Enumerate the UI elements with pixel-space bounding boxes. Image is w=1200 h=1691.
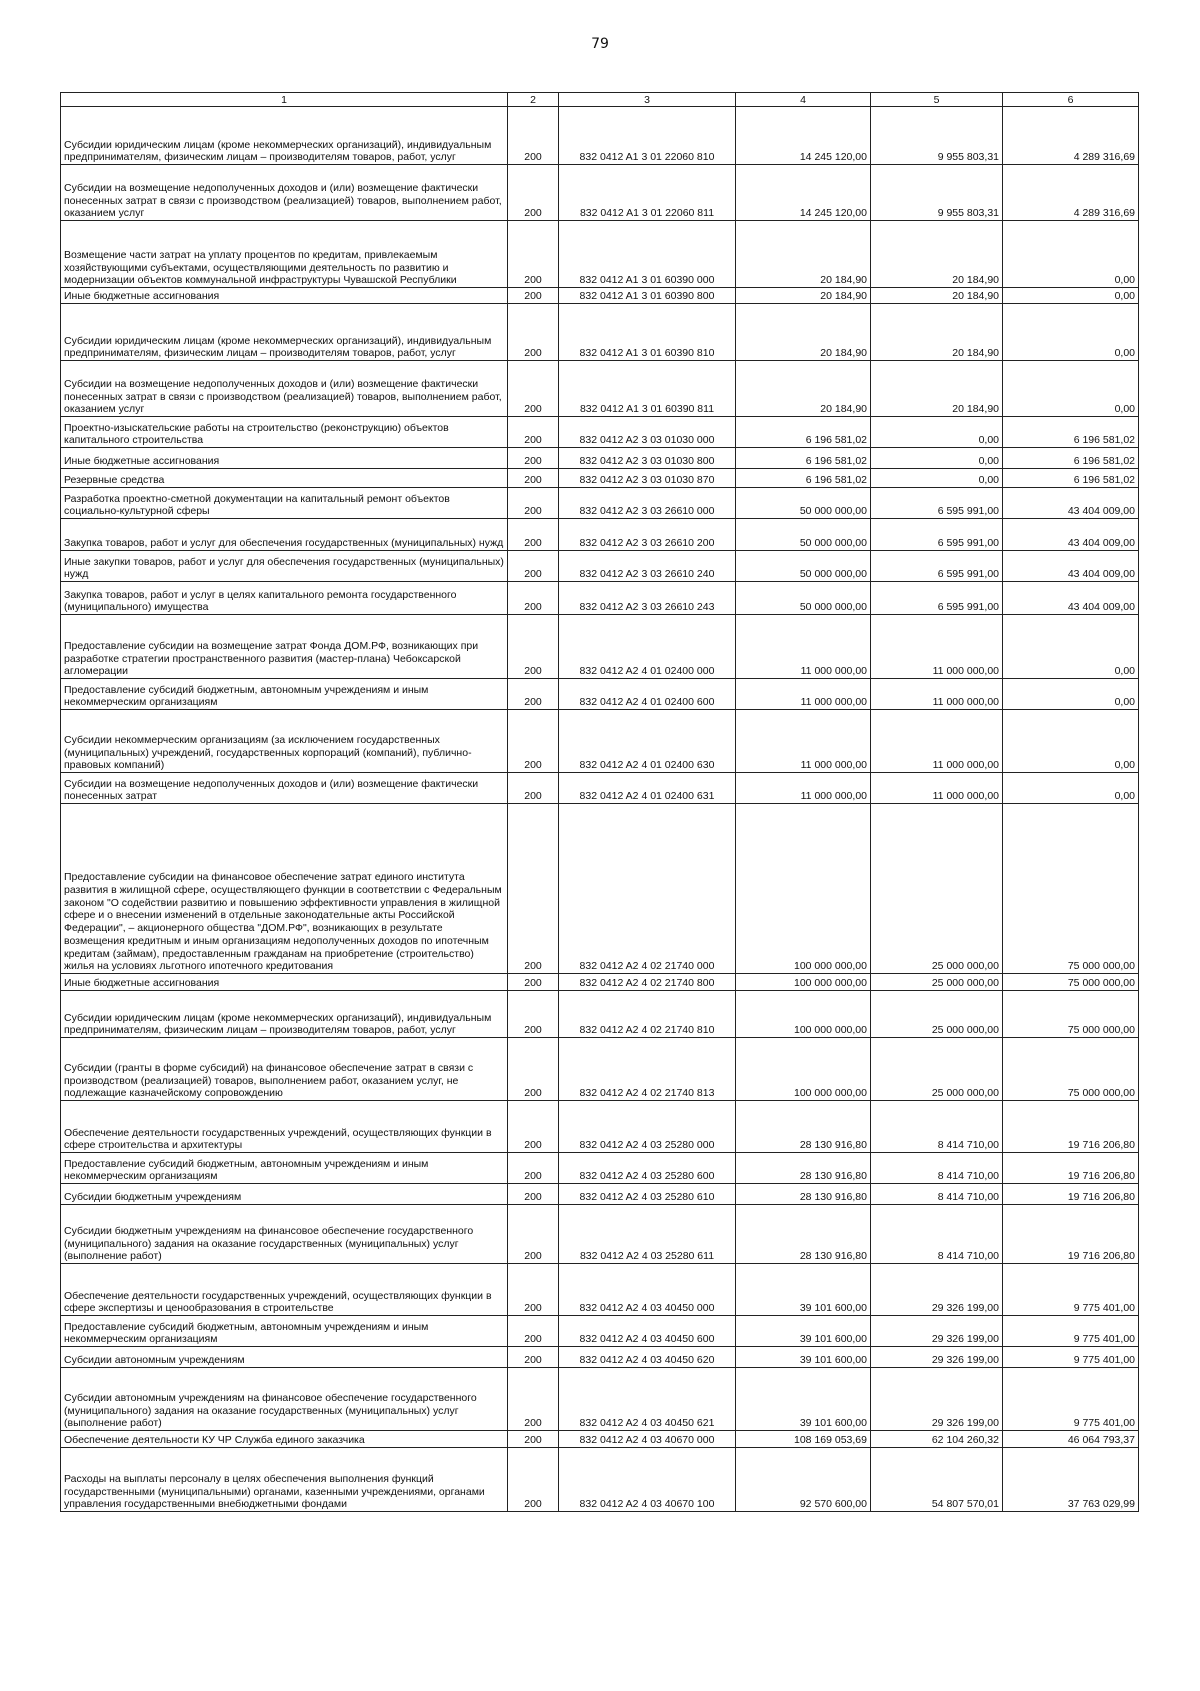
row-remaining: 19 716 206,80	[1003, 1184, 1139, 1205]
table-row	[61, 615, 1139, 679]
row-kbk: 832 0412 A1 3 01 60390 811	[559, 361, 736, 417]
row-assigned: 6 196 581,02	[736, 417, 871, 448]
row-name: Закупка товаров, работ и услуг для обеспечения государственных (муниципальных) нужд	[61, 519, 508, 551]
row-code: 200	[508, 1101, 559, 1153]
row-code: 200	[508, 1184, 559, 1205]
row-executed: 29 326 199,00	[871, 1368, 1003, 1431]
table-row	[61, 469, 1139, 488]
row-executed: 8 414 710,00	[871, 1205, 1003, 1264]
row-executed: 0,00	[871, 469, 1003, 488]
row-code: 200	[508, 519, 559, 551]
table-row	[61, 488, 1139, 519]
row-remaining: 43 404 009,00	[1003, 519, 1139, 551]
row-remaining: 0,00	[1003, 710, 1139, 773]
row-kbk: 832 0412 A2 4 02 21740 813	[559, 1038, 736, 1101]
row-remaining: 19 716 206,80	[1003, 1205, 1139, 1264]
row-remaining: 0,00	[1003, 773, 1139, 804]
row-executed: 29 326 199,00	[871, 1264, 1003, 1316]
row-remaining: 43 404 009,00	[1003, 488, 1139, 519]
row-assigned: 11 000 000,00	[736, 679, 871, 710]
row-kbk: 832 0412 A2 3 03 26610 200	[559, 519, 736, 551]
row-kbk: 832 0412 A1 3 01 22060 811	[559, 165, 736, 221]
row-kbk: 832 0412 A2 3 03 26610 240	[559, 551, 736, 582]
row-code: 200	[508, 615, 559, 679]
row-executed: 20 184,90	[871, 304, 1003, 361]
row-assigned: 11 000 000,00	[736, 710, 871, 773]
row-name: Субсидии на возмещение недополученных доходов и (или) возмещение фактически понесенных затрат в связи с производством (реализацией) товаров, выполнением работ, оказанием услуг	[61, 165, 508, 221]
row-remaining: 43 404 009,00	[1003, 551, 1139, 582]
row-kbk: 832 0412 A2 4 03 40670 100	[559, 1448, 736, 1512]
row-name: Иные закупки товаров, работ и услуг для обеспечения государственных (муниципальных) нужд	[61, 551, 508, 582]
table-row	[61, 361, 1139, 417]
row-remaining: 4 289 316,69	[1003, 107, 1139, 165]
table-row	[61, 804, 1139, 974]
row-executed: 0,00	[871, 417, 1003, 448]
row-code: 200	[508, 469, 559, 488]
table-row	[61, 551, 1139, 582]
row-name: Предоставление субсидий бюджетным, автономным учреждениям и иным некоммерческим организациям	[61, 679, 508, 710]
row-name: Разработка проектно-сметной документации на капитальный ремонт объектов социально-культурной сферы	[61, 488, 508, 519]
row-name: Обеспечение деятельности государственных учреждений, осуществляющих функции в сфере строительства и архитектуры	[61, 1101, 508, 1153]
table-row	[61, 1038, 1139, 1101]
row-remaining: 75 000 000,00	[1003, 1038, 1139, 1101]
row-name: Обеспечение деятельности государственных учреждений, осуществляющих функции в сфере экспертизы и ценообразования в строительстве	[61, 1264, 508, 1316]
row-executed: 62 104 260,32	[871, 1431, 1003, 1448]
table-row	[61, 519, 1139, 551]
row-assigned: 108 169 053,69	[736, 1431, 871, 1448]
row-code: 200	[508, 1448, 559, 1512]
row-code: 200	[508, 1368, 559, 1431]
row-assigned: 20 184,90	[736, 304, 871, 361]
row-executed: 11 000 000,00	[871, 773, 1003, 804]
row-code: 200	[508, 710, 559, 773]
row-executed: 0,00	[871, 448, 1003, 469]
table-row	[61, 1205, 1139, 1264]
row-executed: 54 807 570,01	[871, 1448, 1003, 1512]
row-kbk: 832 0412 A2 3 03 26610 243	[559, 582, 736, 615]
row-name: Иные бюджетные ассигнования	[61, 288, 508, 304]
row-name: Субсидии автономным учреждениям на финансовое обеспечение государственного (муниципального) задания на оказание государственных (муниципальных) услуг (выполнение работ)	[61, 1368, 508, 1431]
row-assigned: 92 570 600,00	[736, 1448, 871, 1512]
row-assigned: 50 000 000,00	[736, 488, 871, 519]
column-header: 2	[508, 93, 559, 107]
row-remaining: 6 196 581,02	[1003, 448, 1139, 469]
row-name: Субсидии юридическим лицам (кроме некоммерческих организаций), индивидуальным предпринимателям, физическим лицам – производителям товаров, работ, услуг	[61, 107, 508, 165]
row-code: 200	[508, 107, 559, 165]
row-executed: 11 000 000,00	[871, 679, 1003, 710]
row-kbk: 832 0412 A2 4 02 21740 800	[559, 974, 736, 991]
row-kbk: 832 0412 A2 4 03 40450 000	[559, 1264, 736, 1316]
row-name: Предоставление субсидий бюджетным, автономным учреждениям и иным некоммерческим организациям	[61, 1153, 508, 1184]
row-executed: 9 955 803,31	[871, 107, 1003, 165]
row-kbk: 832 0412 A2 4 03 25280 600	[559, 1153, 736, 1184]
row-assigned: 50 000 000,00	[736, 519, 871, 551]
row-remaining: 6 196 581,02	[1003, 469, 1139, 488]
row-code: 200	[508, 679, 559, 710]
table-row	[61, 1316, 1139, 1347]
row-executed: 9 955 803,31	[871, 165, 1003, 221]
row-executed: 6 595 991,00	[871, 519, 1003, 551]
row-code: 200	[508, 1264, 559, 1316]
row-name: Субсидии некоммерческим организациям (за исключением государственных (муниципальных) учреждений, государственных корпораций (компаний), публично-правовых компаний)	[61, 710, 508, 773]
row-assigned: 28 130 916,80	[736, 1184, 871, 1205]
table-row	[61, 304, 1139, 361]
table-row	[61, 1431, 1139, 1448]
column-header: 3	[559, 93, 736, 107]
table-row	[61, 710, 1139, 773]
row-remaining: 46 064 793,37	[1003, 1431, 1139, 1448]
row-assigned: 50 000 000,00	[736, 582, 871, 615]
row-executed: 25 000 000,00	[871, 991, 1003, 1038]
row-code: 200	[508, 551, 559, 582]
row-kbk: 832 0412 A2 4 03 40670 000	[559, 1431, 736, 1448]
row-name: Иные бюджетные ассигнования	[61, 974, 508, 991]
row-remaining: 75 000 000,00	[1003, 804, 1139, 974]
row-remaining: 0,00	[1003, 221, 1139, 288]
row-kbk: 832 0412 A2 3 03 01030 000	[559, 417, 736, 448]
column-header: 4	[736, 93, 871, 107]
row-executed: 25 000 000,00	[871, 804, 1003, 974]
row-kbk: 832 0412 A2 4 03 40450 600	[559, 1316, 736, 1347]
row-code: 200	[508, 804, 559, 974]
row-name: Субсидии юридическим лицам (кроме некоммерческих организаций), индивидуальным предпринимателям, физическим лицам – производителям товаров, работ, услуг	[61, 991, 508, 1038]
row-assigned: 6 196 581,02	[736, 448, 871, 469]
row-name: Возмещение части затрат на уплату процентов по кредитам, привлекаемым хозяйствующими субъектами, осуществляющими деятельность по развитию и модернизации объектов коммунальной инфраструктуры Чувашской Республики	[61, 221, 508, 288]
row-assigned: 39 101 600,00	[736, 1264, 871, 1316]
row-name: Субсидии автономным учреждениям	[61, 1347, 508, 1368]
row-assigned: 28 130 916,80	[736, 1205, 871, 1264]
table-row	[61, 991, 1139, 1038]
row-kbk: 832 0412 A2 4 02 21740 810	[559, 991, 736, 1038]
row-name: Предоставление субсидии на возмещение затрат Фонда ДОМ.РФ, возникающих при разработке стратегии пространственного развития (мастер-плана) Чебоксарской агломерации	[61, 615, 508, 679]
table-row	[61, 1448, 1139, 1512]
row-executed: 25 000 000,00	[871, 1038, 1003, 1101]
row-kbk: 832 0412 A1 3 01 22060 810	[559, 107, 736, 165]
row-executed: 20 184,90	[871, 361, 1003, 417]
table-header-row	[61, 93, 1139, 107]
table-row	[61, 1101, 1139, 1153]
row-executed: 29 326 199,00	[871, 1347, 1003, 1368]
row-remaining: 9 775 401,00	[1003, 1368, 1139, 1431]
row-code: 200	[508, 582, 559, 615]
column-header: 6	[1003, 93, 1139, 107]
row-remaining: 0,00	[1003, 361, 1139, 417]
table-row	[61, 417, 1139, 448]
row-remaining: 9 775 401,00	[1003, 1264, 1139, 1316]
row-code: 200	[508, 974, 559, 991]
row-code: 200	[508, 361, 559, 417]
row-executed: 8 414 710,00	[871, 1184, 1003, 1205]
row-code: 200	[508, 773, 559, 804]
table-row	[61, 1184, 1139, 1205]
row-code: 200	[508, 488, 559, 519]
row-remaining: 9 775 401,00	[1003, 1316, 1139, 1347]
table-row	[61, 448, 1139, 469]
row-code: 200	[508, 417, 559, 448]
row-assigned: 28 130 916,80	[736, 1101, 871, 1153]
row-executed: 6 595 991,00	[871, 551, 1003, 582]
table-row	[61, 974, 1139, 991]
row-assigned: 100 000 000,00	[736, 1038, 871, 1101]
row-assigned: 100 000 000,00	[736, 804, 871, 974]
row-code: 200	[508, 288, 559, 304]
row-remaining: 19 716 206,80	[1003, 1153, 1139, 1184]
column-header: 1	[61, 93, 508, 107]
row-name: Обеспечение деятельности КУ ЧР Служба единого заказчика	[61, 1431, 508, 1448]
row-kbk: 832 0412 A2 4 03 25280 611	[559, 1205, 736, 1264]
row-kbk: 832 0412 A1 3 01 60390 810	[559, 304, 736, 361]
row-kbk: 832 0412 A2 3 03 01030 800	[559, 448, 736, 469]
table-row	[61, 679, 1139, 710]
row-executed: 11 000 000,00	[871, 615, 1003, 679]
row-remaining: 43 404 009,00	[1003, 582, 1139, 615]
table-row	[61, 288, 1139, 304]
row-kbk: 832 0412 A2 3 03 01030 870	[559, 469, 736, 488]
row-remaining: 0,00	[1003, 304, 1139, 361]
row-code: 200	[508, 1347, 559, 1368]
row-code: 200	[508, 991, 559, 1038]
row-remaining: 0,00	[1003, 288, 1139, 304]
row-name: Проектно-изыскательские работы на строительство (реконструкцию) объектов капитального строительства	[61, 417, 508, 448]
row-executed: 20 184,90	[871, 288, 1003, 304]
row-kbk: 832 0412 A2 4 02 21740 000	[559, 804, 736, 974]
row-executed: 8 414 710,00	[871, 1101, 1003, 1153]
table-row	[61, 773, 1139, 804]
table-row	[61, 165, 1139, 221]
row-executed: 6 595 991,00	[871, 488, 1003, 519]
row-assigned: 39 101 600,00	[736, 1368, 871, 1431]
row-assigned: 6 196 581,02	[736, 469, 871, 488]
row-assigned: 28 130 916,80	[736, 1153, 871, 1184]
row-code: 200	[508, 448, 559, 469]
row-assigned: 11 000 000,00	[736, 615, 871, 679]
row-assigned: 14 245 120,00	[736, 165, 871, 221]
row-name: Субсидии юридическим лицам (кроме некоммерческих организаций), индивидуальным предпринимателям, физическим лицам – производителям товаров, работ, услуг	[61, 304, 508, 361]
row-assigned: 14 245 120,00	[736, 107, 871, 165]
row-name: Субсидии на возмещение недополученных доходов и (или) возмещение фактически понесенных затрат в связи с производством (реализацией) товаров, выполнением работ, оказанием услуг	[61, 361, 508, 417]
table-row	[61, 1153, 1139, 1184]
row-name: Предоставление субсидии на финансовое обеспечение затрат единого института развития в жилищной сфере, осуществляющего функции в соответствии с Федеральным законом "О содействии развитию и повышению эффективности управления в жилищной сфере и о внесении изменений в отдельные законодательные акты Российской Федерации", – акционерного общества "ДОМ.РФ", возникающих в результате возмещения кредитным и иным организациям недополученных доходов по ипотечным кредитам (займам), предоставленным гражданам на приобретение (строительство) жилья на условиях льготного ипотечного кредитования	[61, 804, 508, 974]
row-code: 200	[508, 1431, 559, 1448]
row-code: 200	[508, 1316, 559, 1347]
row-code: 200	[508, 221, 559, 288]
table-row	[61, 1347, 1139, 1368]
row-assigned: 20 184,90	[736, 288, 871, 304]
row-kbk: 832 0412 A2 4 03 40450 620	[559, 1347, 736, 1368]
row-assigned: 39 101 600,00	[736, 1347, 871, 1368]
column-header: 5	[871, 93, 1003, 107]
row-code: 200	[508, 304, 559, 361]
row-executed: 11 000 000,00	[871, 710, 1003, 773]
row-executed: 25 000 000,00	[871, 974, 1003, 991]
row-remaining: 0,00	[1003, 615, 1139, 679]
row-kbk: 832 0412 A2 4 01 02400 600	[559, 679, 736, 710]
table-row	[61, 1264, 1139, 1316]
row-remaining: 4 289 316,69	[1003, 165, 1139, 221]
row-kbk: 832 0412 A2 4 03 40450 621	[559, 1368, 736, 1431]
row-assigned: 20 184,90	[736, 221, 871, 288]
row-assigned: 50 000 000,00	[736, 551, 871, 582]
row-name: Иные бюджетные ассигнования	[61, 448, 508, 469]
row-code: 200	[508, 1038, 559, 1101]
row-code: 200	[508, 1205, 559, 1264]
row-executed: 6 595 991,00	[871, 582, 1003, 615]
row-assigned: 11 000 000,00	[736, 773, 871, 804]
row-assigned: 100 000 000,00	[736, 974, 871, 991]
budget-table	[60, 92, 1139, 1512]
row-code: 200	[508, 165, 559, 221]
row-name: Субсидии бюджетным учреждениям на финансовое обеспечение государственного (муниципального) задания на оказание государственных (муниципальных) услуг (выполнение работ)	[61, 1205, 508, 1264]
row-kbk: 832 0412 A2 3 03 26610 000	[559, 488, 736, 519]
table-row	[61, 1368, 1139, 1431]
row-name: Предоставление субсидий бюджетным, автономным учреждениям и иным некоммерческим организациям	[61, 1316, 508, 1347]
table-row	[61, 107, 1139, 165]
row-executed: 20 184,90	[871, 221, 1003, 288]
row-name: Субсидии (гранты в форме субсидий) на финансовое обеспечение затрат в связи с производством (реализацией) товаров, выполнением работ, оказанием услуг, не подлежащие казначейскому сопровождению	[61, 1038, 508, 1101]
page-number: 79	[591, 36, 609, 52]
row-kbk: 832 0412 A2 4 03 25280 610	[559, 1184, 736, 1205]
row-name: Закупка товаров, работ и услуг в целях капитального ремонта государственного (муниципального) имущества	[61, 582, 508, 615]
row-executed: 8 414 710,00	[871, 1153, 1003, 1184]
row-name: Расходы на выплаты персоналу в целях обеспечения выполнения функций государственными (муниципальными) органами, казенными учреждениями, органами управления государственными внебюджетными фондами	[61, 1448, 508, 1512]
row-kbk: 832 0412 A1 3 01 60390 800	[559, 288, 736, 304]
row-remaining: 37 763 029,99	[1003, 1448, 1139, 1512]
row-kbk: 832 0412 A2 4 03 25280 000	[559, 1101, 736, 1153]
row-remaining: 75 000 000,00	[1003, 991, 1139, 1038]
row-assigned: 20 184,90	[736, 361, 871, 417]
row-remaining: 0,00	[1003, 679, 1139, 710]
row-name: Резервные средства	[61, 469, 508, 488]
row-name: Субсидии на возмещение недополученных доходов и (или) возмещение фактически понесенных затрат	[61, 773, 508, 804]
row-assigned: 39 101 600,00	[736, 1316, 871, 1347]
row-kbk: 832 0412 A1 3 01 60390 000	[559, 221, 736, 288]
row-remaining: 19 716 206,80	[1003, 1101, 1139, 1153]
row-assigned: 100 000 000,00	[736, 991, 871, 1038]
row-remaining: 6 196 581,02	[1003, 417, 1139, 448]
row-kbk: 832 0412 A2 4 01 02400 630	[559, 710, 736, 773]
row-remaining: 9 775 401,00	[1003, 1347, 1139, 1368]
row-kbk: 832 0412 A2 4 01 02400 000	[559, 615, 736, 679]
row-name: Субсидии бюджетным учреждениям	[61, 1184, 508, 1205]
table-row	[61, 221, 1139, 288]
row-code: 200	[508, 1153, 559, 1184]
row-executed: 29 326 199,00	[871, 1316, 1003, 1347]
table-row	[61, 582, 1139, 615]
row-kbk: 832 0412 A2 4 01 02400 631	[559, 773, 736, 804]
row-remaining: 75 000 000,00	[1003, 974, 1139, 991]
